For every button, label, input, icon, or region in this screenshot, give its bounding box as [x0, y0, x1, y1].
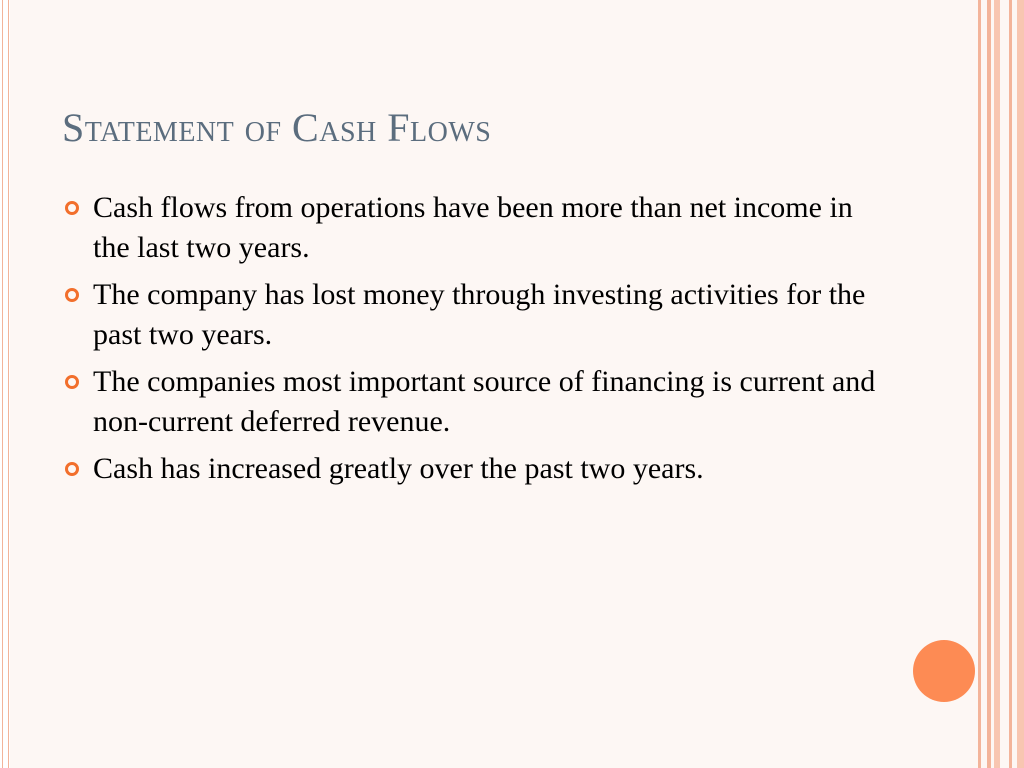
bullet-text: Cash flows from operations have been more than net income in the last two years.	[93, 191, 853, 264]
bullet-item	[62, 362, 882, 442]
hollow-circle-bullet-icon	[65, 201, 79, 215]
hollow-circle-bullet-icon	[65, 288, 79, 302]
bullet-text: Cash has increased greatly over the past two years.	[93, 452, 704, 485]
left-border-line	[8, 0, 9, 768]
hollow-circle-bullet-icon	[65, 462, 79, 476]
bullet-list	[62, 188, 882, 496]
left-border-line	[2, 0, 3, 768]
bullet-item	[62, 188, 882, 268]
slide-title: Statement of Cash Flows	[62, 105, 492, 150]
hollow-circle-bullet-icon	[65, 375, 79, 389]
right-border-gap	[1000, 0, 1009, 768]
bullet-item	[62, 275, 882, 355]
right-border-stripe	[1017, 0, 1024, 768]
bullet-item	[62, 449, 882, 489]
orange-circle-decoration	[913, 640, 975, 702]
bullet-text: The companies most important source of financing is current and non-current deferred revenue.	[93, 365, 876, 438]
bullet-text: The company has lost money through investing activities for the past two years.	[93, 278, 866, 351]
